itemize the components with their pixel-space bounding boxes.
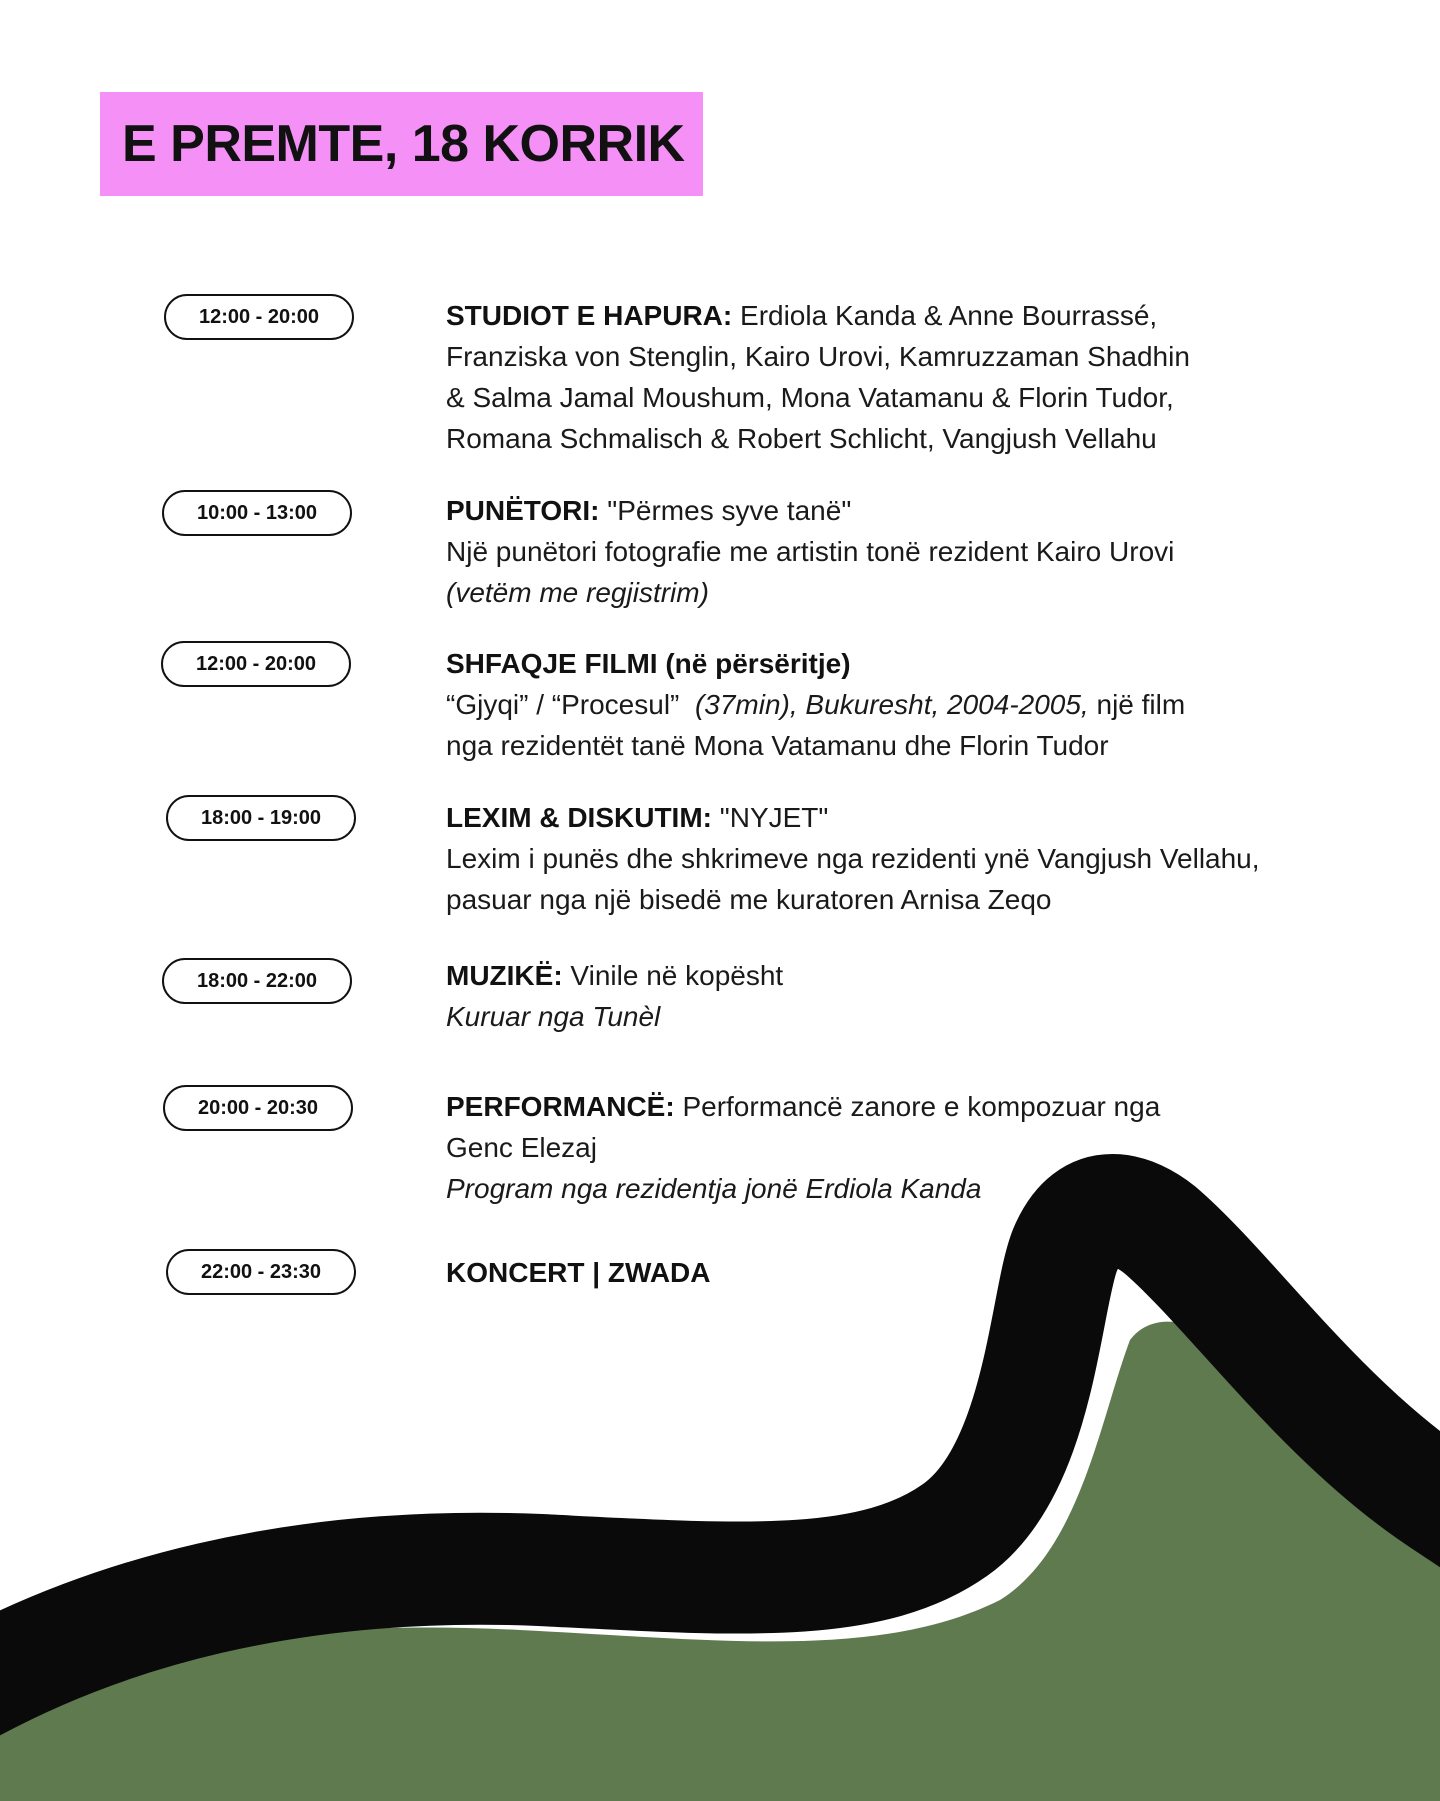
event-desc: "Përmes syve tanë" bbox=[599, 495, 852, 526]
event-line bbox=[446, 955, 1346, 996]
event-line: Franziska von Stenglin, Kairo Urovi, Kamruzzaman Shadhin bbox=[446, 341, 1190, 372]
event-label: MUZIKË: bbox=[446, 960, 563, 991]
event-film bbox=[446, 643, 1346, 766]
event-studiot bbox=[446, 295, 1346, 459]
event-line bbox=[446, 490, 1346, 531]
time-badge: 12:00 - 20:00 bbox=[161, 641, 351, 687]
event-muzike bbox=[446, 955, 1346, 1037]
event-label: PERFORMANCË: bbox=[446, 1091, 675, 1122]
event-desc: "NYJET" bbox=[712, 802, 829, 833]
event-line bbox=[446, 797, 1346, 838]
event-label: SHFAQJE FILMI (në përsëritje) bbox=[446, 648, 851, 679]
event-label: LEXIM & DISKUTIM: bbox=[446, 802, 712, 833]
time-badge: 10:00 - 13:00 bbox=[162, 490, 352, 536]
event-line: & Salma Jamal Moushum, Mona Vatamanu & Florin Tudor, bbox=[446, 382, 1174, 413]
film-title: “Gjyqi” / “Procesul” bbox=[446, 689, 695, 720]
event-desc: Vinile në kopësht bbox=[562, 960, 784, 991]
event-label: PUNËTORI: bbox=[446, 495, 600, 526]
event-label: STUDIOT E HAPURA: bbox=[446, 300, 733, 331]
film-meta: (37min), Bukuresht, 2004-2005, bbox=[694, 689, 1089, 720]
event-line: Romana Schmalisch & Robert Schlicht, Vangjush Vellahu bbox=[446, 423, 1157, 454]
event-note: Program nga rezidentja jonë Erdiola Kanda bbox=[446, 1173, 982, 1204]
green-hill-shape bbox=[0, 1322, 1440, 1801]
event-desc: Performancë zanore e kompozuar nga bbox=[674, 1091, 1161, 1122]
event-koncert bbox=[446, 1252, 1346, 1293]
time-badge: 20:00 - 20:30 bbox=[163, 1085, 353, 1131]
event-line bbox=[446, 295, 1346, 336]
event-line: nga rezidentët tanë Mona Vatamanu dhe Florin Tudor bbox=[446, 730, 1109, 761]
event-line: Lexim i punës dhe shkrimeve nga rezidenti ynë Vangjush Vellahu, bbox=[446, 843, 1260, 874]
event-line: Genc Elezaj bbox=[446, 1132, 597, 1163]
event-punetori bbox=[446, 490, 1346, 613]
event-performance bbox=[446, 1086, 1346, 1209]
date-header bbox=[100, 92, 703, 196]
time-badge: 12:00 - 20:00 bbox=[164, 294, 354, 340]
event-desc: Erdiola Kanda & Anne Bourrassé, bbox=[732, 300, 1158, 331]
event-note: Kuruar nga Tunèl bbox=[446, 1001, 661, 1032]
time-badge: 22:00 - 23:30 bbox=[166, 1249, 356, 1295]
event-desc: një film bbox=[1088, 689, 1186, 720]
time-badge: 18:00 - 19:00 bbox=[166, 795, 356, 841]
event-line: pasuar nga një bisedë me kuratoren Arnisa Zeqo bbox=[446, 884, 1052, 915]
page-title: E PREMTE, 18 KORRIK bbox=[122, 115, 685, 173]
event-line bbox=[446, 684, 1346, 725]
event-lexim bbox=[446, 797, 1346, 920]
time-badge: 18:00 - 22:00 bbox=[162, 958, 352, 1004]
event-line: Një punëtori fotografie me artistin tonë rezident Kairo Urovi bbox=[446, 536, 1175, 567]
event-label: KONCERT | ZWADA bbox=[446, 1257, 711, 1288]
event-note: (vetëm me regjistrim) bbox=[446, 577, 709, 608]
event-line bbox=[446, 1086, 1346, 1127]
